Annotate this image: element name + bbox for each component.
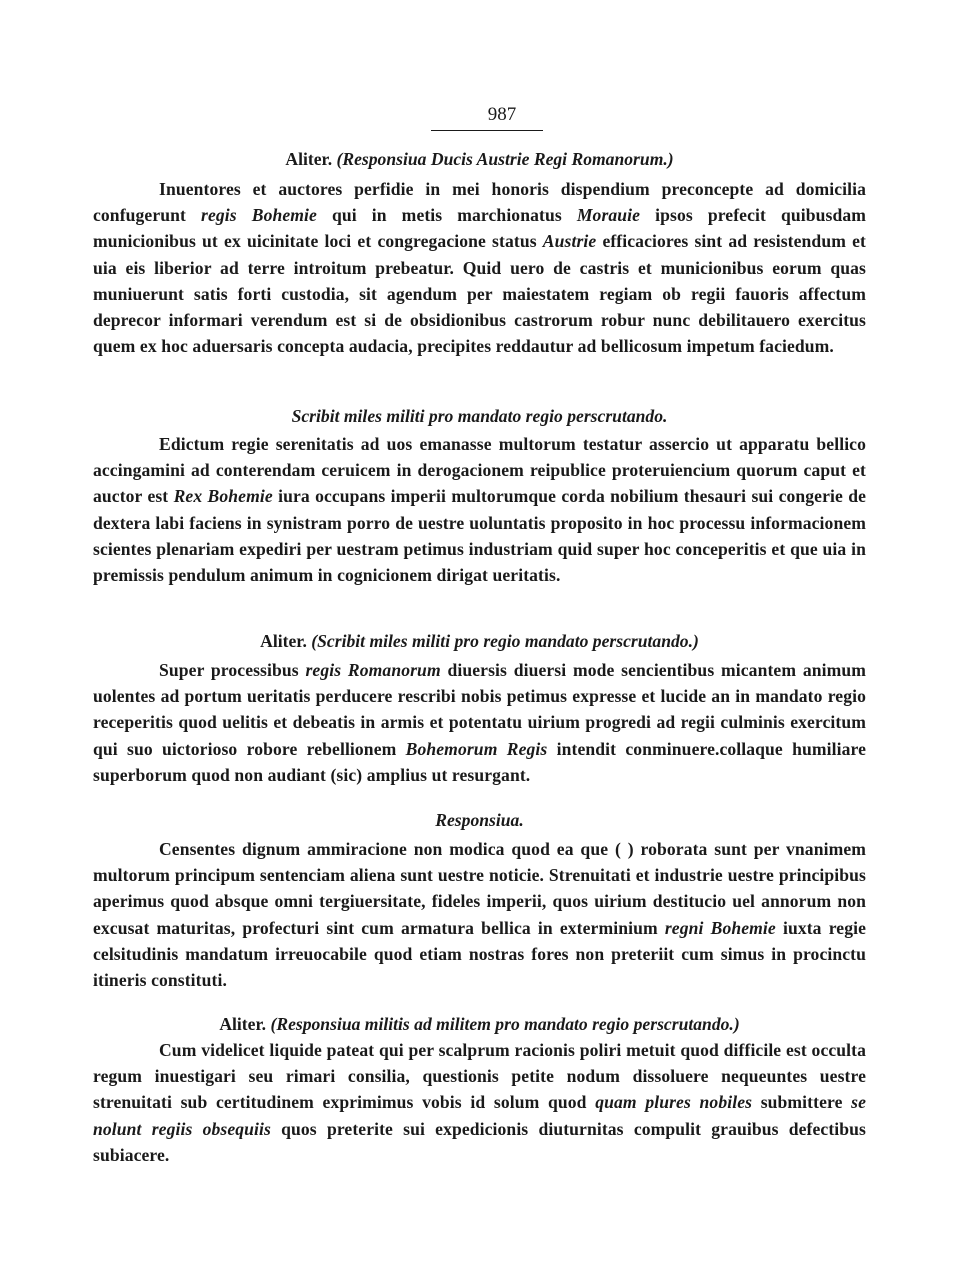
text-run: intendit conminuere.collaque humiliare superborum quod non audiant (sic) amplius ut resurgant. — [93, 738, 867, 785]
text-run: Super processibus — [159, 660, 306, 680]
section-body — [93, 431, 866, 588]
heading-prefix: Aliter. — [285, 149, 333, 169]
paragraph — [93, 431, 866, 588]
text-run: diuersis diuersi mode sencientibus micantem animum uolentes ad portum ueritatis perducere rescribi nobis petimus expresse et lucide an in mandato regio receperitis quod uelitis et debeatis in armis et potentatu uirium progredi ad regii culminis exercitum qui suo uictorioso robore rebellionem — [93, 660, 866, 759]
heading-prefix: Aliter. — [219, 1014, 267, 1034]
paragraph — [93, 836, 866, 993]
italic-run: regni Bohemie — [664, 917, 776, 938]
section-heading — [93, 808, 866, 832]
section-body — [93, 1037, 866, 1168]
italic-run: Morauie — [576, 205, 641, 226]
header-rule — [431, 130, 543, 131]
italic-run: regis Romanorum — [305, 660, 441, 680]
heading-text: (Responsiua Ducis Austrie Regi Romanorum.) — [336, 149, 674, 169]
heading-text: (Scribit miles militi pro regio mandato perscrutando.) — [311, 631, 699, 651]
heading-text: Scribit miles militi pro mandato regio perscrutando. — [291, 406, 668, 426]
text-run: efficaciores sint ad resistendum et uia eis liberior ad terre introitum prebeatur. Quid uero de castris et municionibus eorum quas muniuerunt satis forti custodia, sit agendum per maiestatem regiam ob regii fauoris affectum deprecor informari verendum est si de obsidionibus castrorum robur nunc debilitauero exercitus quem ex hoc aduersaris concepta audacia, precipites reddautur ad bellicosum impetum faciedum. — [93, 231, 866, 357]
section-body — [93, 657, 866, 788]
section-heading — [93, 404, 866, 428]
section-heading — [93, 629, 866, 653]
section-heading — [93, 1012, 866, 1036]
text-run: Edictum regie serenitatis ad uos emanasse multorum testatur assercio ut apparatu bellico accingamini ad conterendam ceruicem in derogacionem reipublice proteruiencium quorum caput et auctor est — [93, 434, 866, 507]
text-run: iuxta regie celsitudinis mandatum irreuocabile quod etiam nostras fores non preteriit cum simus in procinctu itineris constituti. — [93, 917, 867, 991]
paragraph — [93, 1037, 866, 1168]
text-run: quos preterite sui expedicionis diuturnitas compulit grauibus defectibus subiacere. — [93, 1118, 866, 1165]
italic-run: Rex Bohemie — [173, 486, 273, 507]
text-run: submittere — [752, 1092, 852, 1113]
paragraph — [93, 657, 866, 788]
text-run: iura occupans imperii multorumque corda nobilium thesauri sui congerie de dextera labi faciens in synistram porro de uestre uoluntatis proposito in hoc processu informacionem scientes plenariam expediri per uestram petimus industriam quid super hoc conceperitis et que uia in premissis pendulum animum in cognicionem dirigat ueritatis. — [93, 486, 866, 586]
italic-run: Bohemorum Regis — [405, 738, 548, 759]
text-run: qui in metis marchionatus — [316, 205, 577, 226]
text-run: Cum videlicet liquide pateat qui per scalprum racionis poliri metuit quod difficile est occulta regum inuestigari seu rimari consilia, questionis petite nodum dissoluere nequeuntes uestre strenuitati sub certitudinem exprimimus vobis id solum quod — [93, 1040, 866, 1113]
page-number — [0, 104, 960, 126]
page-number-text: 987 — [487, 104, 517, 125]
text-run: Inuentores et auctores perfidie in mei honoris dispendium preconcepte ad domicilia confugerunt — [93, 179, 866, 226]
section-body — [93, 836, 866, 993]
italic-run: se nolunt regiis obsequiis — [93, 1092, 866, 1139]
heading-text: (Responsiua militis ad militem pro mandato regio perscrutando.) — [270, 1014, 740, 1034]
heading-text: Responsiua. — [435, 810, 524, 830]
text-run: ipsos prefecit quibusdam municionibus ut ex uicinitate loci et congregacione status — [93, 205, 866, 252]
heading-prefix: Aliter. — [260, 631, 307, 651]
italic-run: quam plures nobiles — [595, 1092, 753, 1113]
paragraph — [93, 176, 866, 359]
italic-run: Austrie — [542, 231, 597, 252]
text-run: Censentes dignum ammiracione non modica quod ea que ( ) roborata sunt per vnanimem multorum principum sentenciam aliena sunt uestre noticie. Strenuitati et industrie uestre principibus aperimus quod absque omni tergiuersitate, fideles imperii, quos uirium destitucio uel annorum non excusat maturitas, profecturi sint cum armatura bellica in exterminium — [93, 839, 866, 938]
italic-run: regis Bohemie — [201, 205, 317, 226]
section-heading — [93, 147, 866, 171]
section-body — [93, 176, 866, 359]
